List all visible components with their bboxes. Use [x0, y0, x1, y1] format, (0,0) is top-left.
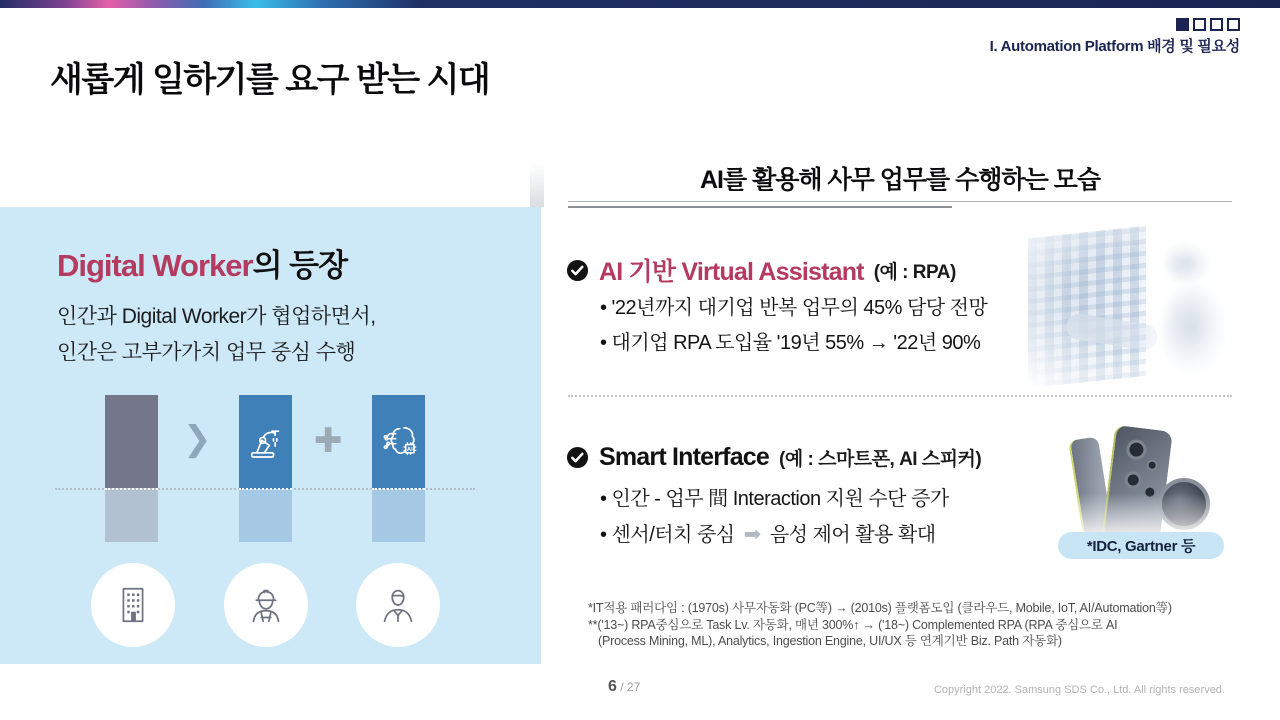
server-screen-texture [1028, 226, 1146, 388]
robot-arm-icon [246, 422, 286, 462]
panel-heading-accent: Digital Worker [57, 248, 253, 283]
robot-figure-shape [1134, 236, 1230, 386]
chevron-right-icon: ❯ [183, 420, 212, 458]
panel-body-line2: 인간은 고부가가치 업무 중심 수행 [57, 341, 356, 364]
bar-bottom-segment [239, 489, 292, 542]
threshold-dotted-line-overlay [105, 488, 158, 490]
threshold-dotted-line-overlay [372, 488, 425, 490]
bar-ai-automation [372, 395, 425, 542]
camera-lens [1124, 471, 1143, 490]
progress-square [1227, 18, 1240, 31]
bar-bottom-segment [105, 489, 158, 542]
camera-lens [1143, 485, 1157, 499]
role-circle-office [91, 563, 175, 647]
svg-text:AI: AI [406, 447, 413, 454]
section-label: I. Automation Platform 배경 및 필요성 [989, 38, 1240, 55]
footnotes [588, 600, 1172, 650]
smart-interface-bullets [600, 482, 949, 553]
section-smart-interface [566, 443, 981, 472]
panel-body-text [57, 299, 376, 371]
page-total: / 27 [616, 680, 641, 694]
bar-legacy-work [105, 395, 158, 542]
section-note: (예 : RPA) [873, 261, 956, 283]
bar-top-segment [105, 395, 158, 489]
panel-corner-shadow [530, 163, 544, 207]
bar-top-segment [372, 395, 425, 489]
construction-worker-icon [243, 582, 289, 628]
heading-underline-dark [568, 206, 952, 208]
progress-squares [990, 18, 1240, 31]
panel-body-line1: 인간과 Digital Worker가 협업하면서, [57, 305, 376, 328]
dotted-separator [568, 395, 1232, 397]
top-gradient-bar [0, 0, 1280, 8]
section-title: Smart Interface [599, 443, 770, 471]
bullet-item: • 대기업 RPA 도입율 '19년 55% → '22년 90% [600, 332, 981, 354]
source-badge: *IDC, Gartner 등 [1058, 532, 1224, 559]
block-arrow-icon: ➡ [743, 523, 761, 546]
ai-brain-chip-icon [379, 422, 419, 462]
section-title: AI 기반 Virtual Assistant [599, 258, 864, 286]
threshold-dotted-line-overlay [239, 488, 292, 490]
virtual-assistant-bullets [600, 291, 987, 361]
page-current: 6 [608, 678, 617, 695]
smartwatch-shape [1158, 478, 1210, 530]
footnote-line: **('13~) RPA중심으로 Task Lv. 자동화, 매년 300%↑ → ('18~) Complemented RPA (RPA 중심으로 AI [588, 617, 1118, 632]
section-note: (예 : 스마트폰, AI 스피커) [779, 449, 982, 470]
footnote-line: (Process Mining, ML), Analytics, Ingestion Engine, UI/UX 등 연계기반 Biz. Path 자동화) [598, 634, 1062, 648]
role-circle-knowledge-worker [356, 563, 440, 647]
footnote-line: *IT적용 패러다임 : (1970s) 사무자동화 (PC等) → (2010s) 플랫폼도입 (클라우드, Mobile, IoT, AI/Automation等) [588, 601, 1172, 615]
copyright-text: Copyright 2022. Samsung SDS Co., Ltd. All rights reserved. [933, 684, 1225, 696]
building-icon [110, 582, 156, 628]
bullet-item: • '22년까지 대기업 반복 업무의 45% 담당 전망 [600, 297, 988, 319]
right-column-heading: AI를 활용해 사무 업무를 수행하는 모습 [700, 166, 1100, 194]
bar-robot-automation [239, 395, 292, 542]
heading-underline-light [568, 201, 1232, 202]
plus-icon: ✚ [314, 422, 343, 460]
bar-top-segment [239, 395, 292, 489]
page-title: 새롭게 일하기를 요구 받는 시대 [50, 61, 490, 99]
bullet-item: • 인간 - 업무 間 Interaction 지원 수단 증가 [600, 488, 949, 510]
progress-square [1210, 18, 1223, 31]
progress-square-filled [1176, 18, 1189, 31]
bullet-item [600, 517, 949, 553]
digital-worker-panel [0, 207, 541, 664]
bar-bottom-segment [372, 489, 425, 542]
camera-lens [1146, 459, 1158, 471]
page-number [608, 678, 640, 696]
bullet-text-right: 음성 제어 활용 확대 [769, 524, 936, 546]
phone-shape [1101, 425, 1173, 547]
bullet-text-left: • 센서/터치 중심 [600, 524, 735, 546]
faded-tech-photo [1028, 224, 1234, 392]
panel-heading-rest: 의 등장 [252, 248, 348, 283]
smartphones-photo [1062, 426, 1220, 548]
progress-square [1193, 18, 1206, 31]
slide-header [990, 18, 1240, 56]
check-circle-icon [566, 446, 589, 469]
section-virtual-assistant [566, 252, 956, 288]
camera-lens [1125, 439, 1147, 461]
check-circle-icon [566, 259, 589, 282]
role-circle-field-worker [224, 563, 308, 647]
panel-heading [57, 240, 347, 285]
business-person-icon [375, 582, 421, 628]
